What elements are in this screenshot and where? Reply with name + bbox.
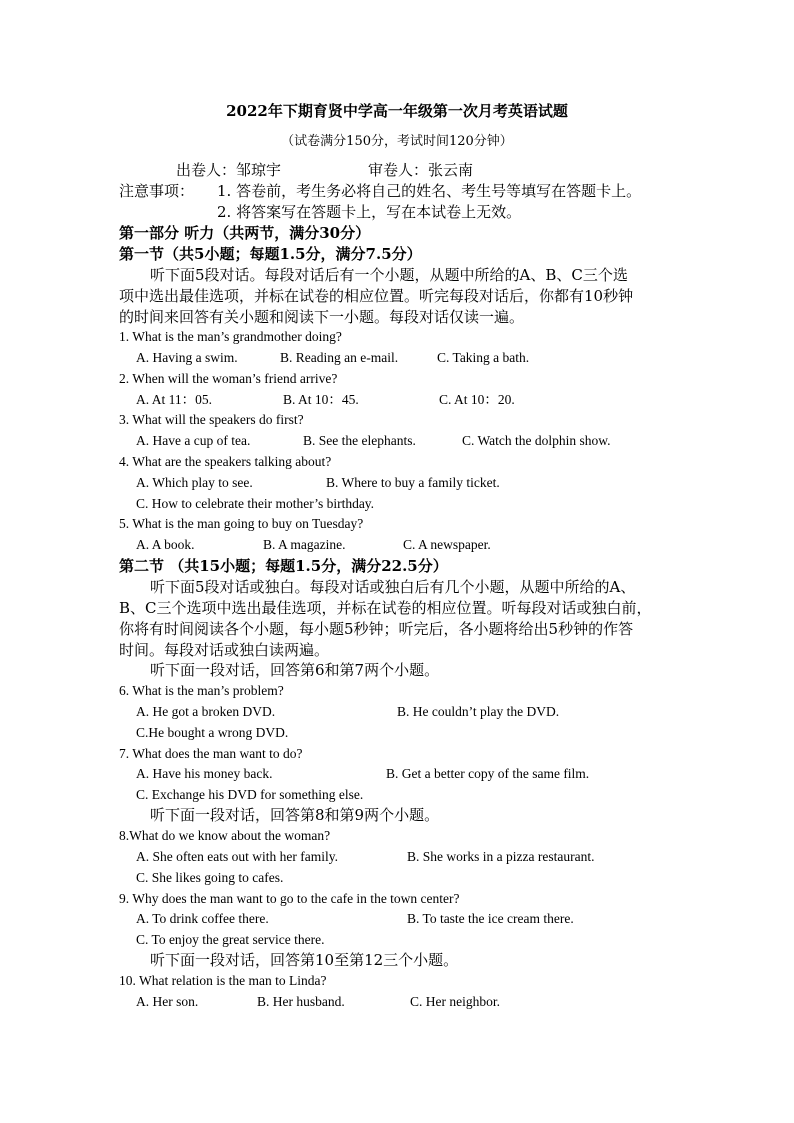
option-4a: A. Which play to see. bbox=[136, 475, 253, 490]
option-5a: A. A book. bbox=[136, 537, 195, 552]
option-8c: C. She likes going to cafes. bbox=[136, 870, 284, 885]
option-6b: B. He couldn’t play the DVD. bbox=[397, 704, 560, 719]
option-9b: B. To taste the ice cream there. bbox=[407, 911, 574, 926]
question-4: 4. What are the speakers talking about? bbox=[119, 454, 332, 469]
notice-label: 注意事项： bbox=[119, 182, 195, 200]
option-2c: C. At 10：20. bbox=[439, 392, 515, 407]
option-7a: A. Have his money back. bbox=[136, 766, 273, 781]
option-9c: C. To enjoy the great service there. bbox=[136, 932, 325, 947]
question-8: 8.What do we know about the woman? bbox=[119, 828, 331, 843]
option-10b: B. Her husband. bbox=[257, 994, 345, 1009]
dialogue-prompt: 听下面一段对话，回答第10至第12三个小题。 bbox=[150, 951, 459, 969]
option-6c: C.He bought a wrong DVD. bbox=[136, 725, 289, 740]
option-2b: B. At 10：45. bbox=[283, 392, 359, 407]
section1-instruction: 听下面5段对话。每段对话后有一个小题，从题中所给的A、B、C三个选 bbox=[150, 266, 628, 284]
question-9: 9. Why does the man want to go to the cafe in the town center? bbox=[119, 891, 460, 906]
option-3c: C. Watch the dolphin show. bbox=[462, 433, 611, 448]
option-3b: B. See the elephants. bbox=[303, 433, 416, 448]
option-10a: A. Her son. bbox=[136, 994, 199, 1009]
option-6a: A. He got a broken DVD. bbox=[136, 704, 276, 719]
option-9a: A. To drink coffee there. bbox=[136, 911, 269, 926]
option-1b: B. Reading an e-mail. bbox=[280, 350, 399, 365]
setter-label: 出卷人：邹琼宇 bbox=[176, 161, 282, 179]
option-1c: C. Taking a bath. bbox=[437, 350, 530, 365]
option-5b: B. A magazine. bbox=[263, 537, 346, 552]
option-8a: A. She often eats out with her family. bbox=[136, 849, 338, 864]
option-1a: A. Having a swim. bbox=[136, 350, 238, 365]
option-4b: B. Where to buy a family ticket. bbox=[326, 475, 500, 490]
option-8b: B. She works in a pizza restaurant. bbox=[407, 849, 595, 864]
section1-instruction: 项中选出最佳选项，并标在试卷的相应位置。听完每段对话后，你都有10秒钟 bbox=[119, 287, 634, 305]
option-7c: C. Exchange his DVD for something else. bbox=[136, 787, 364, 802]
exam-subtitle: （试卷满分150分，考试时间120分钟） bbox=[281, 134, 513, 149]
option-4c: C. How to celebrate their mother’s birthday. bbox=[136, 496, 375, 511]
option-3a: A. Have a cup of tea. bbox=[136, 433, 251, 448]
question-10: 10. What relation is the man to Linda? bbox=[119, 973, 327, 988]
question-3: 3. What will the speakers do first? bbox=[119, 412, 304, 427]
dialogue-prompt: 听下面一段对话，回答第6和第7两个小题。 bbox=[150, 661, 440, 679]
option-2a: A. At 11：05. bbox=[136, 392, 213, 407]
option-10c: C. Her neighbor. bbox=[410, 994, 500, 1009]
exam-title: 2022年下期育贤中学高一年级第一次月考英语试题 bbox=[226, 102, 568, 120]
question-5: 5. What is the man going to buy on Tuesday? bbox=[119, 516, 364, 531]
option-7b: B. Get a better copy of the same film. bbox=[386, 766, 590, 781]
question-6: 6. What is the man’s problem? bbox=[119, 683, 284, 698]
question-2: 2. When will the woman’s friend arrive? bbox=[119, 371, 338, 386]
dialogue-prompt: 听下面一段对话，回答第8和第9两个小题。 bbox=[150, 806, 440, 824]
reviewer-label: 审卷人：张云南 bbox=[368, 161, 474, 179]
notice-item-2: 2. 将答案写在答题卡上，写在本试卷上无效。 bbox=[217, 203, 522, 221]
section2-heading: 第二节 （共15小题；每题1.5分，满分22.5分） bbox=[119, 557, 448, 575]
question-1: 1. What is the man’s grandmother doing? bbox=[119, 329, 342, 344]
question-7: 7. What does the man want to do? bbox=[119, 746, 303, 761]
section1-heading: 第一节（共5小题；每题1.5分，满分7.5分） bbox=[119, 245, 422, 263]
section2-instruction: 听下面5段对话或独白。每段对话或独白后有几个小题，从题中所给的A、 bbox=[150, 578, 636, 596]
section1-instruction: 的时间来回答有关小题和阅读下一小题。每段对话仅读一遍。 bbox=[119, 308, 525, 326]
option-5c: C. A newspaper. bbox=[403, 537, 491, 552]
section2-instruction: 你将有时间阅读各个小题，每小题5秒钟；听完后，各小题将给出5秒钟的作答 bbox=[119, 620, 634, 638]
section2-instruction: 时间。每段对话或独白读两遍。 bbox=[119, 641, 330, 659]
part1-heading: 第一部分 听力（共两节，满分30分） bbox=[119, 224, 371, 242]
notice-item-1: 1. 答卷前，考生务必将自己的姓名、考生号等填写在答题卡上。 bbox=[217, 182, 642, 200]
section2-instruction: B、C三个选项中选出最佳选项，并标在试卷的相应位置。听每段对话或独白前， bbox=[119, 599, 652, 617]
